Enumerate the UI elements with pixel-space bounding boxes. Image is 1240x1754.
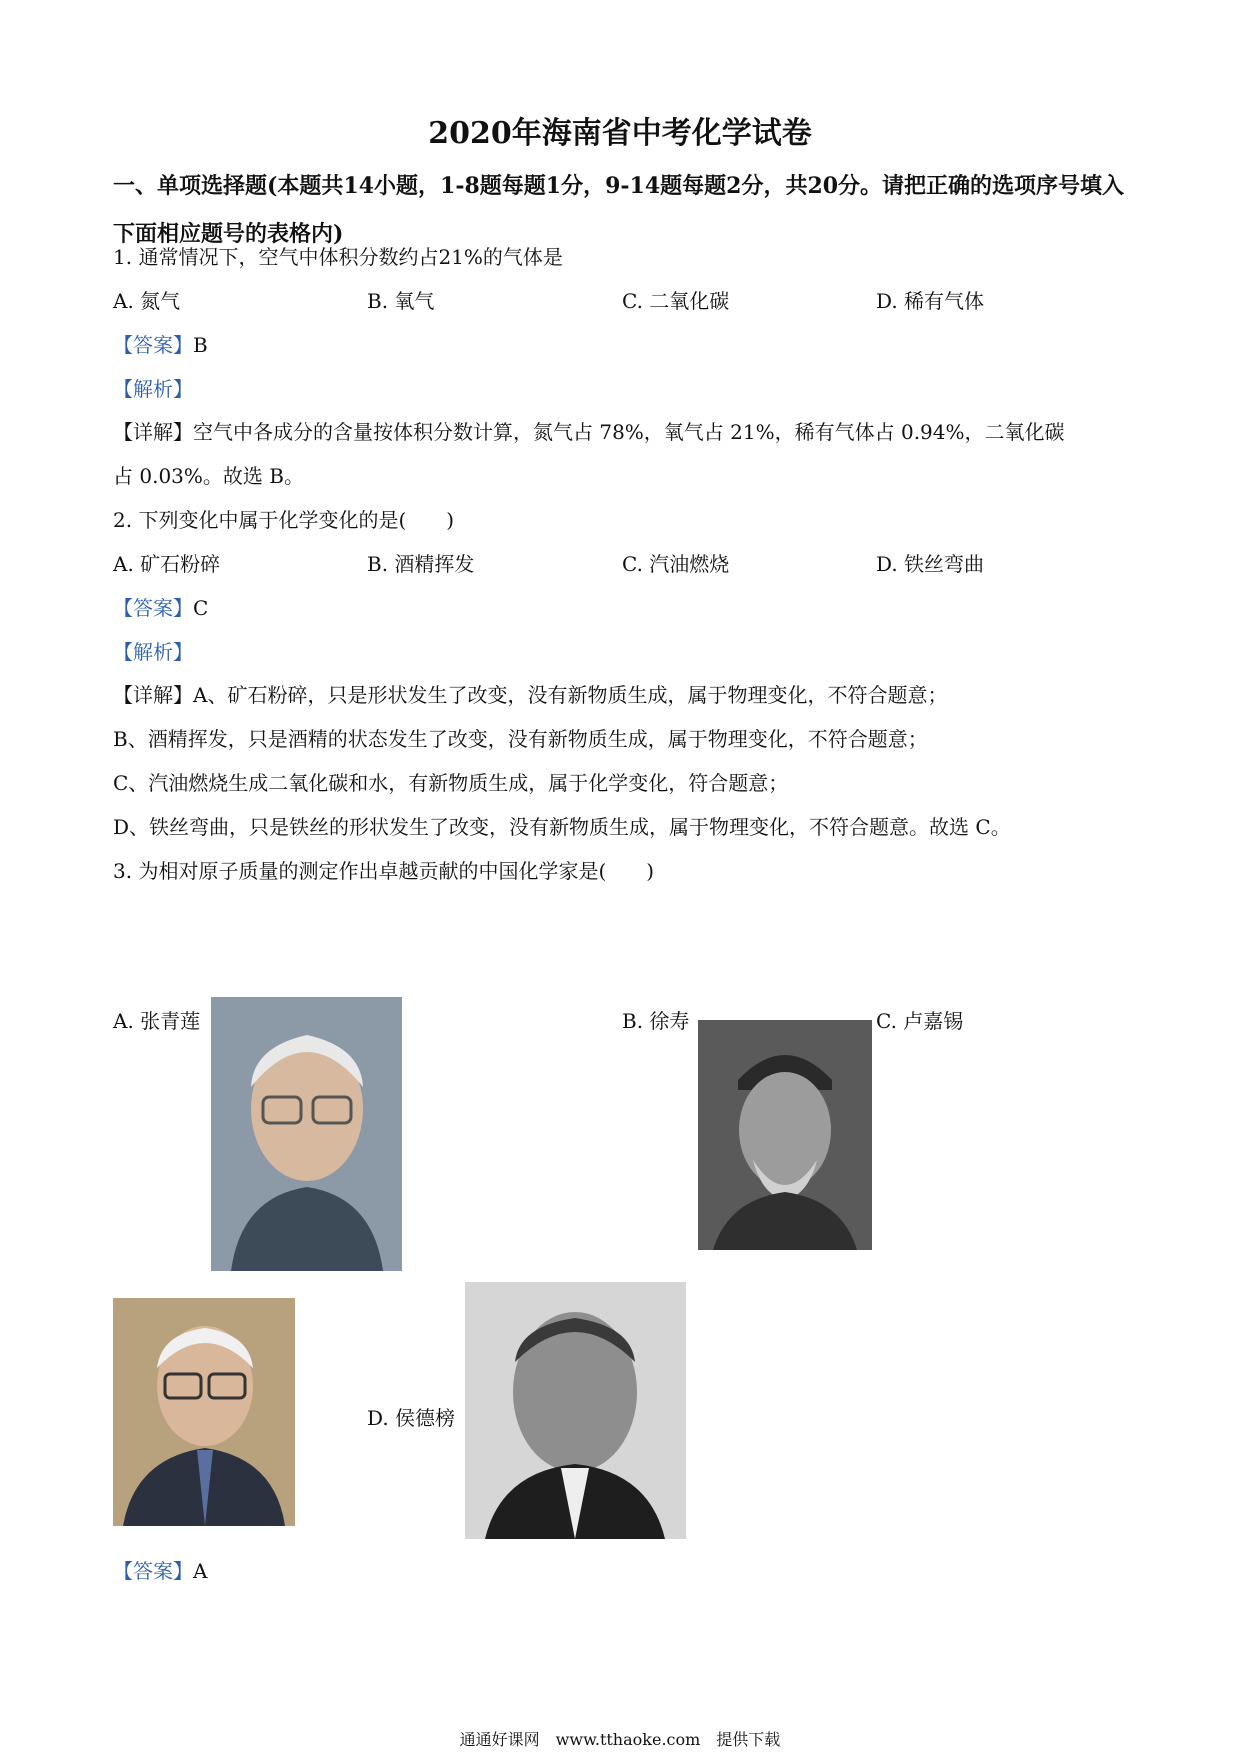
q1-detail-line-2: 占 0.03%。故选 B。: [113, 464, 304, 488]
q1-answer: [113, 329, 208, 358]
q2-detail-line-4: D、铁丝弯曲，只是铁丝的形状发生了改变，没有新物质生成，属于物理变化，不符合题意。故选 C。: [113, 815, 1011, 839]
detail-text: 空气中各成分的含量按体积分数计算，氮气占 78%，氧气占 21%，稀有气体占 0.94%，二氧化碳: [193, 420, 1065, 444]
q3-stem: 3. 为相对原子质量的测定作出卓越贡献的中国化学家是( ): [113, 859, 655, 883]
q1-stem: 1. 通常情况下，空气中体积分数约占21%的气体是: [113, 245, 563, 269]
portrait-icon: [698, 1020, 872, 1250]
answer-value: A: [193, 1559, 208, 1583]
q1-analysis-tag: 【解析】: [113, 377, 193, 401]
detail-tag: 【详解】: [113, 683, 193, 707]
portrait-icon: [465, 1282, 686, 1539]
q2-analysis-tag: 【解析】: [113, 640, 193, 664]
answer-tag: 【答案】: [113, 1559, 193, 1583]
detail-text: A、矿石粉碎，只是形状发生了改变，没有新物质生成，属于物理变化，不符合题意；: [193, 683, 948, 707]
portrait-photo-d: [465, 1282, 686, 1539]
answer-tag: 【答案】: [113, 333, 193, 357]
q3-answer: [113, 1555, 207, 1584]
q2-detail-line-2: B、酒精挥发，只是酒精的状态发生了改变，没有新物质生成，属于物理变化，不符合题意；: [113, 727, 928, 751]
page-title: 2020年海南省中考化学试卷: [428, 116, 812, 151]
q3-option-b: B. 徐寿: [622, 1009, 690, 1033]
answer-value: C: [193, 596, 209, 620]
portrait-icon: [113, 1298, 295, 1526]
q1-option-a: A. 氮气: [113, 289, 181, 313]
q2-option-d: D. 铁丝弯曲: [876, 552, 985, 576]
q1-option-c: C. 二氧化碳: [622, 289, 730, 313]
q1-detail-line-1: [113, 416, 1065, 445]
q2-detail-line-1: [113, 679, 947, 708]
q2-option-a: A. 矿石粉碎: [113, 552, 221, 576]
section-heading: 一、单项选择题(本题共14小题，1-8题每题1分，9-14题每题2分，共20分。请把正确的选项序号填入下面相应题号的表格内): [113, 173, 1125, 247]
q2-stem: 2. 下列变化中属于化学变化的是( ): [113, 508, 455, 532]
portrait-photo-c: [113, 1298, 295, 1526]
q2-answer: [113, 592, 208, 621]
portrait-photo-b: [698, 1020, 872, 1250]
q3-option-d: D. 侯德榜: [367, 1406, 456, 1430]
q1-option-b: B. 氧气: [367, 289, 435, 313]
q2-option-c: C. 汽油燃烧: [622, 552, 730, 576]
q2-detail-line-3: C、汽油燃烧生成二氧化碳和水，有新物质生成，属于化学变化，符合题意；: [113, 771, 789, 795]
q3-option-c: C. 卢嘉锡: [876, 1009, 964, 1033]
q1-option-d: D. 稀有气体: [876, 289, 985, 313]
q3-option-a: A. 张青莲: [113, 1009, 201, 1033]
page-footer: 通通好课网 www.tthaoke.com 提供下载: [459, 1730, 781, 1749]
portrait-photo-a: [211, 997, 402, 1271]
q2-option-b: B. 酒精挥发: [367, 552, 475, 576]
detail-tag: 【详解】: [113, 420, 193, 444]
answer-tag: 【答案】: [113, 596, 193, 620]
portrait-icon: [211, 997, 402, 1271]
answer-value: B: [193, 333, 208, 357]
